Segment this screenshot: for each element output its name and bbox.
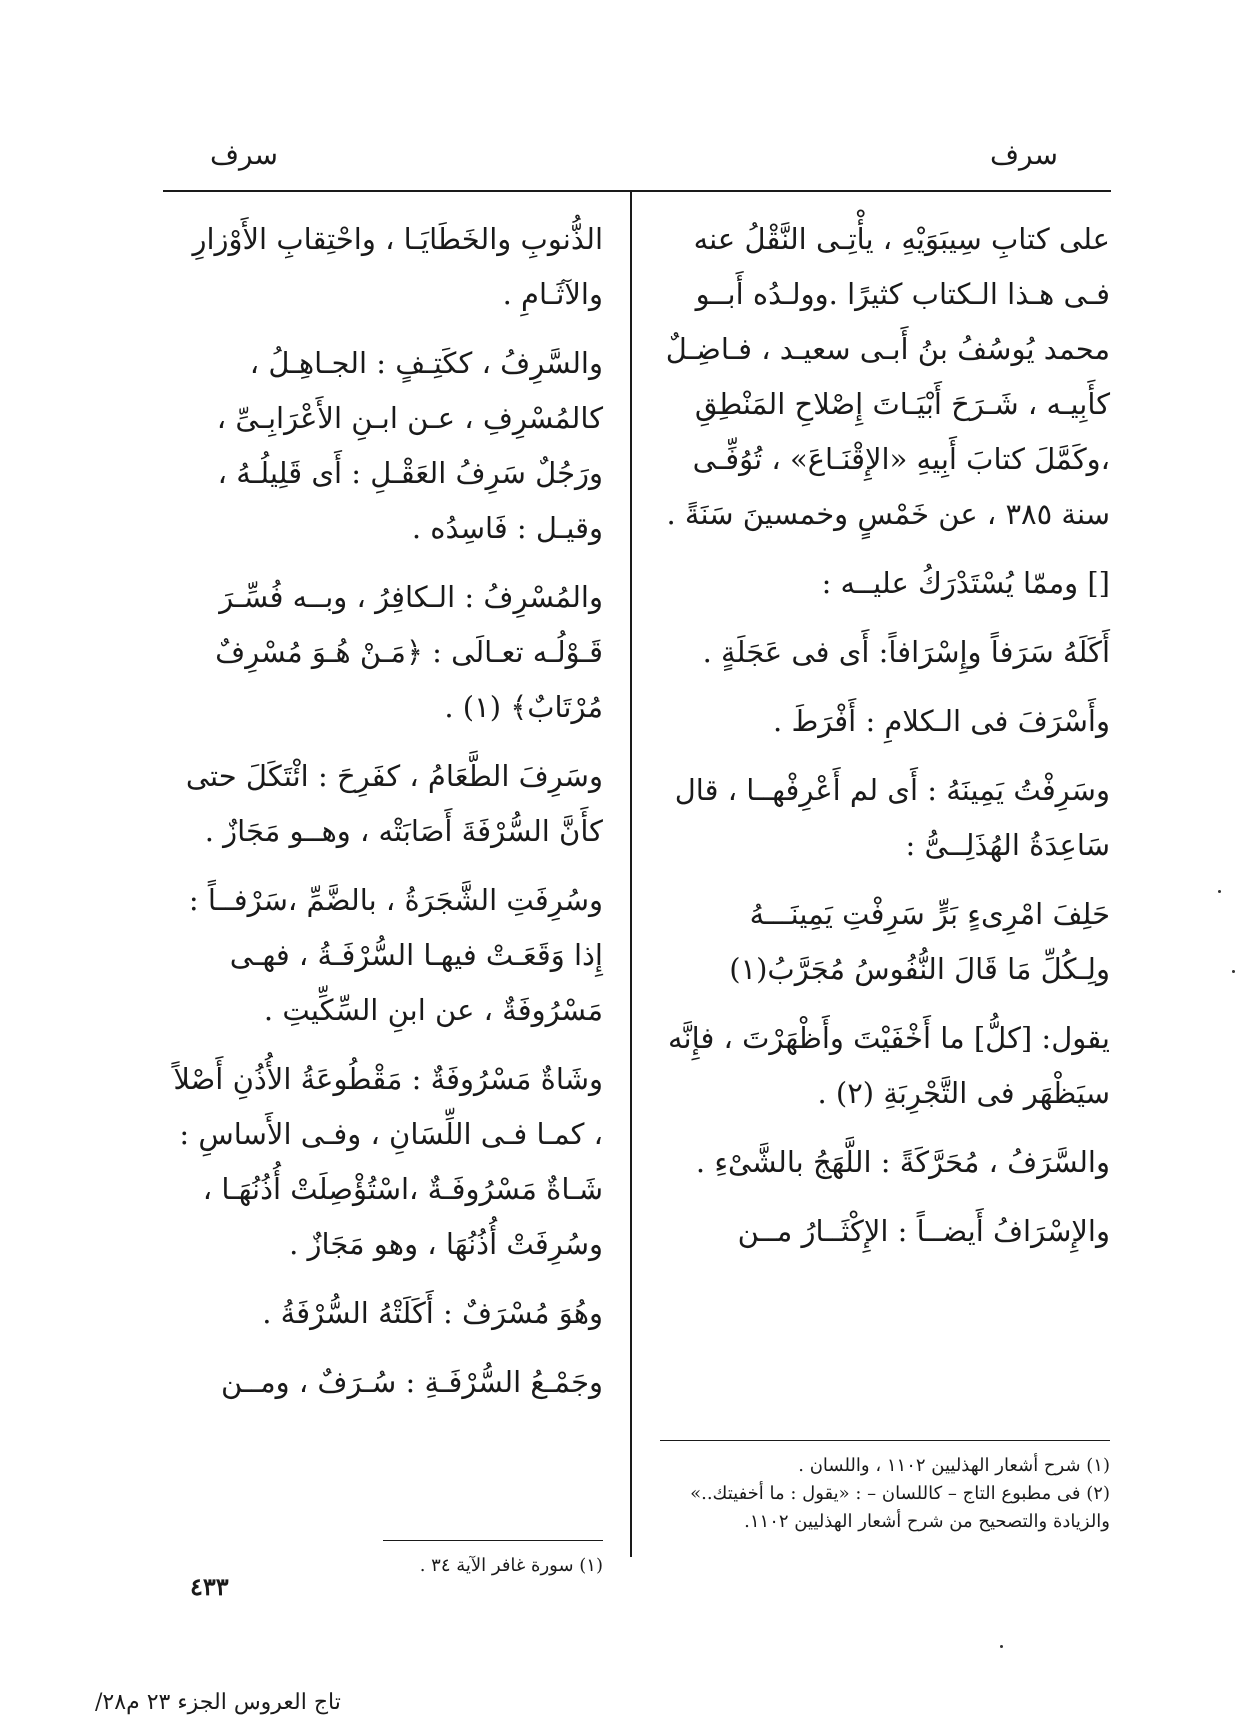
left-footnotes [163,1552,603,1580]
paragraph: وسُرِفَتِ الشَّجَرَةُ ، بالضَّمِّ ،سَرْفــاً : إِذا وَقَعَـتْ فيهـا السُّرْفَـةُ ، فهـى مَسْرُوفَةٌ ، عن ابنِ السِّكِّيتِ . [188,883,603,1027]
footnote: (١) سورة غافر الآية ٣٤ . [419,1555,603,1576]
footnote: (١) شرح أشعار الهذليين ١١٠٢ ، واللسان . [798,1455,1110,1476]
print-speck [1000,1645,1003,1648]
verse-line: حَلِفَ امْرِىءٍ بَرٍّ سَرِفْتِ يَمِينَـــهُ [749,897,1110,931]
paragraph: وأَسْرَفَ فى الـكلامِ : أَفْرَطَ . [773,704,1110,738]
right-column [660,212,1110,1259]
print-speck [1232,970,1235,973]
running-head-left: سرف [210,138,278,171]
left-column [163,212,603,1410]
running-head-right: سرف [990,138,1058,171]
paragraph: أَكَلَهُ سَرَفاً وإِسْرَافاً: أَى فى عَجَلَةٍ . [702,635,1110,669]
paragraph: والإِسْرَافُ أَيضــاً : الإِكْثَــارُ مــن [737,1214,1110,1248]
page-number: ٤٣٣ [190,1572,229,1601]
paragraph: وسَرِفْتُ يَمِينَهُ : أَى لم أَعْرِفْهــا ، قال سَاعِدَةُ الهُذَلِــىُّ : [674,773,1110,862]
footnote-rule [383,1540,603,1541]
footnote-rule [660,1440,1110,1441]
paragraph: الذُّنوبِ والخَطَايَـا ، واحْتِقابِ الأَوْزارِ والآثَـامِ . [192,222,603,311]
paragraph: وشَاةٌ مَسْرُوفَةٌ : مَقْطُوعَةُ الأُذُنِ أَصْلاً ، كمـا فـى اللِّسَانِ ، وفـى الأَساسِ : شَـاةٌ مَسْرُوفَـةٌ ،اسْتُؤْصِلَتْ أُذُنُهَـا ، وسُرِفَتْ أُذُنُهَا ، وهو مَجَازٌ . [173,1062,603,1261]
paragraph: والسَّرَفُ ، مُحَرَّكَةً : اللَّهَجُ بالشَّىْءِ . [695,1145,1110,1179]
paragraph: [] وممّا يُسْتَدْرَكُ عليــه : [821,566,1110,600]
paragraph: وجَمْـعُ السُّرْفَـةِ : سُـرَفٌ ، ومــن [221,1365,603,1399]
print-speck [1218,890,1221,893]
paragraph: والمُسْرِفُ : الـكافِرُ ، وبــه فُسِّـرَ قَـوْلُـه تعـالَى : ﴿مَـنْ هُـوَ مُسْرِفٌ مُرْتَابٌ﴾ (١) . [215,580,603,724]
paragraph: وهُوَ مُسْرَفٌ : أَكَلَتْهُ السُّرْفَةُ . [262,1296,603,1330]
column-divider [630,192,632,1557]
paragraph: والسَّرِفُ ، ككَتِـفٍ : الجـاهِـلُ ، كالمُسْرِفِ ، عـن ابـنِ الأَعْرَابِـىِّ ، ورَجُلٌ سَرِفُ العَقْـلِ : أَى قَلِيلُـهُ ، وقيـل : فَاسِدُه . [216,346,603,545]
footnote: (٢) فى مطبوع التاج – كاللسان – : «يقول : ما أخفيتك..» والزيادة والتصحيح من شرح أشعار الهذليين ١١٠٢. [690,1483,1110,1532]
paragraph: على كتابِ سِيبَوَيْهِ ، يأْتِـى النَّقْلُ عنه فـى هـذا الـكتاب كثيرًا .وولـدُه أَبــو محمد يُوسُفُ بنُ أَبـى سعيـد ، فـاضِـلٌ كأَبِيـه ، شَـرَحَ أَبْيَـاتَ إِصْلاحِ المَنْطِقِ ،وكَمَّلَ كتابَ أَبِيهِ «الإِقْنَـاعَ» ، تُوُفِّـى سنة ٣٨٥ ، عن خَمْسٍ وخمسينَ سَنَةً . [665,222,1110,531]
paragraph: يقول: [كلُّ] ما أَخْفَيْتَ وأَظْهَرْتَ ، فإِنَّه سيَظْهَر فى التَّجْرِبَةِ (٢) . [667,1021,1110,1110]
paragraph: وسَرِفَ الطَّعَامُ ، كفَرِحَ : ائْتَكَلَ حتى كأَنَّ السُّرْفَةَ أَصَابَتْه ، وهــو مَجَازٌ . [185,759,603,848]
verse-line: ولِـكُلِّ مَا قَالَ النُّفُوسُ مُجَرَّبُ(١) [729,952,1110,986]
header-rule [163,190,1111,192]
right-footnotes [660,1452,1110,1536]
volume-signature: تاج العروس الجزء ٢٣ م٢٨/ [95,1690,341,1715]
